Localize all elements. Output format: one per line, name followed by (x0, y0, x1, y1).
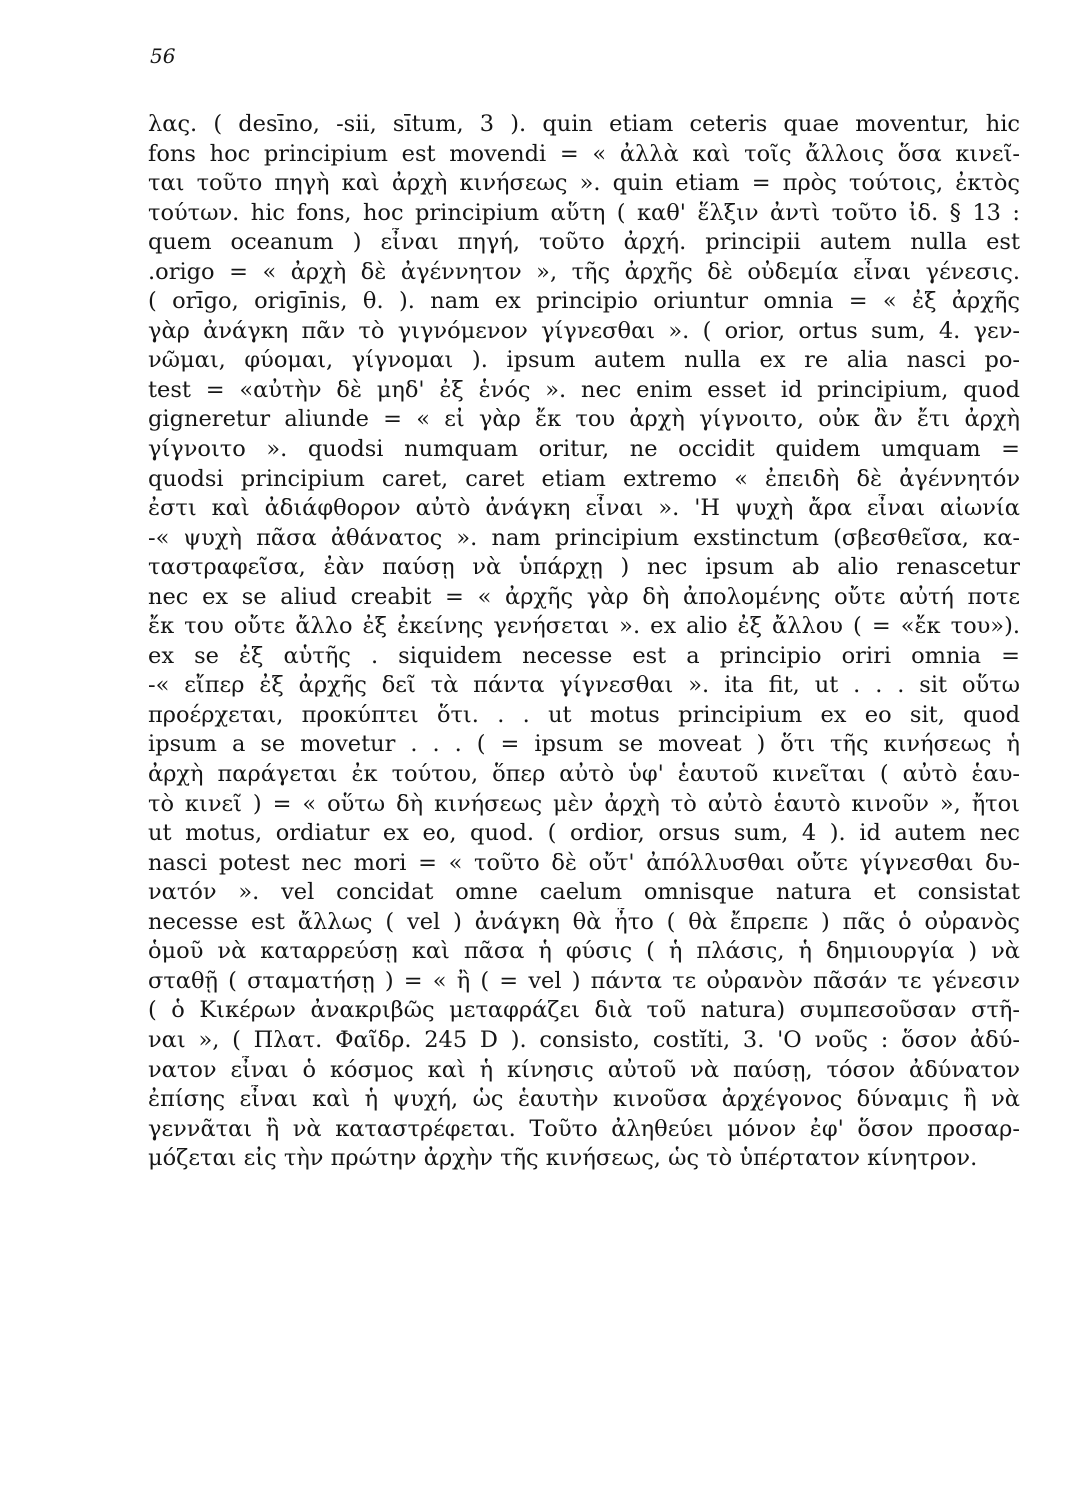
text-line: γὰρ ἀνάγκη πᾶν τὸ γιγνόμενον γίγνεσθαι ». ( orior, ortus sum, 4. γεν- (148, 317, 1020, 344)
text-line: .origo = « ἀρχὴ δὲ ἀγέννητον », τῆς ἀρχῆς δὲ οὐδεμία εἶναι γένεσις. (148, 258, 1020, 285)
text-line: nasci potest nec mori = « τοῦτο δὲ οὔτ' ἀπόλλυσθαι οὔτε γίγνεσθαι δυ- (148, 849, 1020, 876)
text-line: γεννᾶται ἢ νὰ καταστρέφεται. Τοῦτο ἀληθεύει μόνον ἐφ' ὅσον προσαρ- (148, 1115, 1020, 1142)
text-line: ( ὁ Κικέρων ἀνακριβῶς μεταφράζει διὰ τοῦ natura) συμπεσοῦσαν στῆ- (148, 997, 1020, 1024)
text-line: ἐστι καὶ ἀδιάφθορον αὐτὸ ἀνάγκη εἶναι ». 'Η ψυχὴ ἄρα εἶναι αἰωνία (148, 495, 1020, 522)
text-line: ἔκ του οὔτε ἄλλο ἐξ ἐκείνης γενήσεται ». ex alio ἐξ ἄλλου ( = «ἔκ του»). (148, 613, 1020, 640)
text-line: -« εἴπερ ἐξ ἀρχῆς δεῖ τὰ πάντα γίγνεσθαι ». ita fit, ut . . . sit οὕτω (148, 672, 1020, 699)
text-line: gigneretur aliunde = « εἰ γὰρ ἔκ του ἀρχὴ γίγνοιτο, οὐκ ἂν ἔτι ἀρχὴ (148, 406, 1020, 433)
text-line: -« ψυχὴ πᾶσα ἀθάνατος ». nam principium exstinctum (σβεσθεῖσα, κα- (148, 524, 1020, 551)
text-line: quodsi principium caret, caret etiam extremo « ἐπειδὴ δὲ ἀγέννητόν (148, 465, 1020, 492)
text-line: προέρχεται, προκύπτει ὅτι. . . ut motus principium ex eo sit, quod (148, 701, 1020, 728)
text-line: ται τοῦτο πηγὴ καὶ ἀρχὴ κινήσεως ». quin etiam = πρὸς τούτοις, ἐκτὸς (148, 170, 1020, 197)
text-line: nec ex se aliud creabit = « ἀρχῆς γὰρ δὴ ἀπολομένης οὔτε αὐτή ποτε (148, 583, 1020, 610)
text-line: γίγνοιτο ». quodsi numquam oritur, ne occidit quidem umquam = (148, 436, 1020, 463)
text-line: quem oceanum ) εἶναι πηγή, τοῦτο ἀρχή. principii autem nulla est (148, 229, 1020, 256)
text-line: ἐπίσης εἶναι καὶ ἡ ψυχή, ὡς ἑαυτὴν κινοῦσα ἀρχέγονος δύναμις ἢ νὰ (148, 1086, 1020, 1113)
text-line: ἀρχὴ παράγεται ἐκ τούτου, ὅπερ αὐτὸ ὑφ' ἑαυτοῦ κινεῖται ( αὐτὸ ἑαυ- (148, 761, 1020, 788)
page-number: 56 (150, 44, 176, 68)
text-line: νατον εἶναι ὁ κόσμος καὶ ἡ κίνησις αὐτοῦ νὰ παύσῃ, τόσον ἀδύνατον (148, 1056, 1020, 1083)
text-line: necesse est ἄλλως ( vel ) ἀνάγκη θὰ ἦτο ( θὰ ἔπρεπε ) πᾶς ὁ οὐρανὸς (148, 908, 1020, 935)
commentary-text (148, 110, 1020, 1174)
text-line: ( orīgo, origīnis, θ. ). nam ex principio oriuntur omnia = « ἐξ ἀρχῆς (148, 288, 1020, 315)
text-line: νατόν ». vel concidat omne caelum omnisque natura et consistat (148, 879, 1020, 906)
text-line: ὁμοῦ νὰ καταρρεύσῃ καὶ πᾶσα ἡ φύσις ( ἡ πλάσις, ἡ δημιουργία ) νὰ (148, 938, 1020, 965)
text-line: σταθῇ ( σταματήσῃ ) = « ἢ ( = vel ) πάντα τε οὐρανὸν πᾶσάν τε γένεσιν (148, 967, 1020, 994)
text-line: τὸ κινεῖ ) = « οὕτω δὴ κινήσεως μὲν ἀρχὴ τὸ αὐτὸ ἑαυτὸ κινοῦν », ἤτοι (148, 790, 1020, 817)
text-line: test = «αὐτὴν δὲ μηδ' ἐξ ἑνός ». nec enim esset id principium, quod (148, 376, 1020, 403)
text-line: ipsum a se movetur . . . ( = ipsum se moveat ) ὅτι τῆς κινήσεως ἡ (148, 731, 1020, 758)
text-line: νῶμαι, φύομαι, γίγνομαι ). ipsum autem nulla ex re alia nasci po- (148, 347, 1020, 374)
text-line: fons hoc principium est movendi = « ἀλλὰ καὶ τοῖς ἄλλοις ὅσα κινεῖ- (148, 140, 1020, 167)
text-line: ναι », ( Πλατ. Φαῖδρ. 245 D ). consisto, costĭti, 3. 'Ο νοῦς : ὅσον ἀδύ- (148, 1026, 1020, 1053)
text-line: ut motus, ordiatur ex eo, quod. ( ordior, orsus sum, 4 ). id autem nec (148, 820, 1020, 847)
text-line: λας. ( desīno, -sii, sītum, 3 ). quin etiam ceteris quae moventur, hic (148, 111, 1020, 137)
text-line: ταστραφεῖσα, ἐὰν παύσῃ νὰ ὑπάρχῃ ) nec ipsum ab alio renascetur (148, 554, 1020, 581)
text-line: ex se ἐξ αὑτῆς . siquidem necesse est a principio oriri omnia = (148, 642, 1020, 669)
text-line: μόζεται εἰς τὴν πρώτην ἀρχὴν τῆς κινήσεως, ὡς τὸ ὑπέρτατον κίνητρον. (148, 1145, 978, 1172)
text-line: τούτων. hic fons, hoc principium αὕτη ( καθ' ἕλξιν ἀντὶ τοῦτο ἰδ. § 13 : (148, 199, 1020, 226)
